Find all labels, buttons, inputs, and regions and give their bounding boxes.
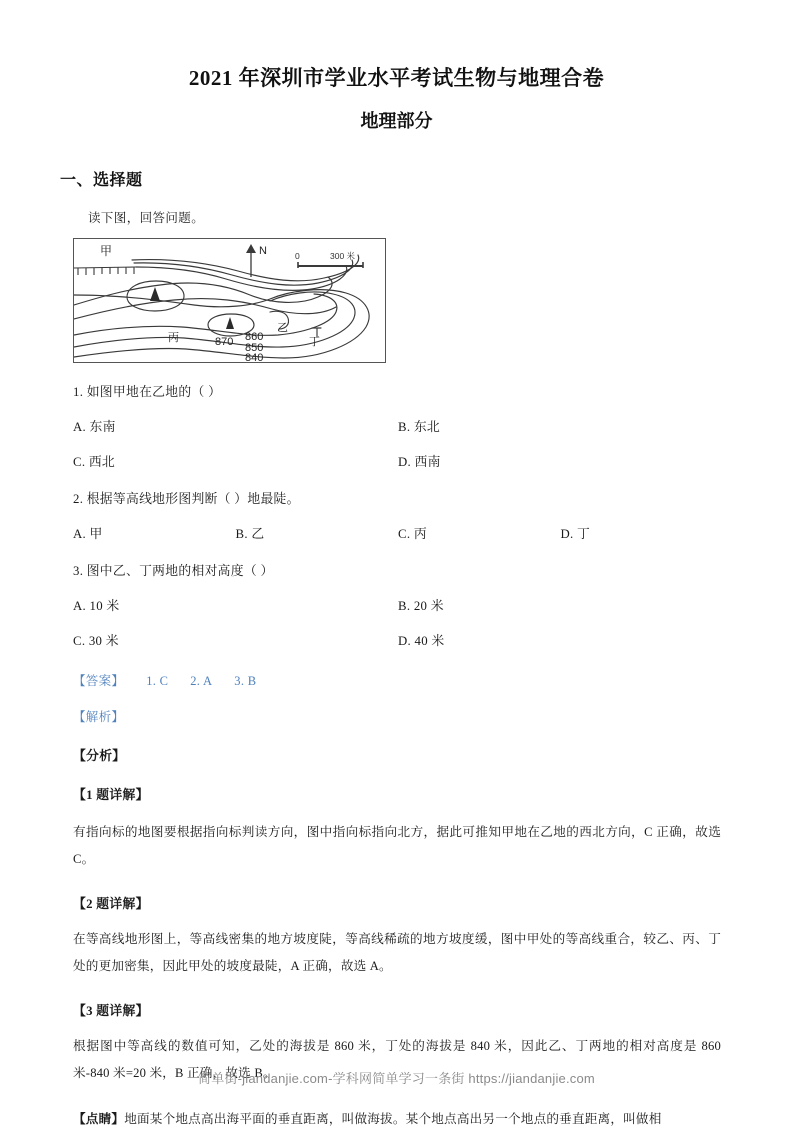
question-2-option-c[interactable]: C. 丙 (398, 526, 427, 541)
page-title: 2021 年深圳市学业水平考试生物与地理合卷 (188, 66, 605, 90)
question-1-option-b[interactable]: B. 东北 (398, 419, 441, 434)
detail-2-text: 在等高线地形图上，等高线密集的地方坡度陡，等高线稀疏的地方坡度缓，图中甲处的等高线重合，较乙、丙、丁处的更加密集，因此甲处的坡度最陡，A 正确，故选 A。 (73, 931, 721, 973)
contour-label-850: 850 (245, 341, 264, 354)
keypoint-label: 【点睛】 (73, 1111, 125, 1126)
question-1-options-row-1 (73, 416, 723, 435)
contour-label-860: 860 (245, 330, 264, 343)
question-2-option-b[interactable]: B. 乙 (235, 526, 265, 541)
answer-item-2: 2. A (190, 673, 213, 688)
map-label-yi: 乙 (277, 321, 288, 334)
section-heading: 一、选择题 (60, 171, 143, 189)
question-3-options-row-2 (73, 630, 723, 649)
detail-1-tag: 【1 题详解】 (73, 787, 149, 802)
contour-label-870: 870 (215, 335, 234, 348)
detail-2-tag: 【2 题详解】 (73, 896, 149, 911)
lead-in-text: 读下图，回答问题。 (88, 210, 205, 225)
answer-label: 【答案】 (73, 673, 125, 688)
question-1-option-a[interactable]: A. 东南 (73, 419, 116, 434)
scale-end-label: 300 米 (330, 250, 356, 261)
detail-3-tag: 【3 题详解】 (73, 1003, 149, 1018)
keypoint-text: 地面某个地点高出海平面的垂直距离，叫做海拔。某个地点高出另一个地点的垂直距离，叫做相 (124, 1111, 662, 1126)
question-2-options-row (73, 523, 723, 542)
footer-watermark: 简单街-jiandanjie.com-学科网简单学习一条街 https://jiandanjie.com (198, 1071, 595, 1086)
question-1-option-d[interactable]: D. 西南 (398, 454, 441, 469)
cliff-hatch-icon (74, 267, 136, 275)
question-3-stem: 3. 图中乙、丁两地的相对高度（ ） (73, 563, 274, 578)
question-3-options-row-1 (73, 595, 723, 614)
map-label-ding: 丁 (309, 335, 320, 348)
contour-map-graphic (74, 239, 385, 362)
question-2-option-d[interactable]: D. 丁 (560, 526, 591, 541)
north-arrow-icon (246, 244, 267, 277)
detail-3-text: 根据图中等高线的数值可知，乙处的海拔是 860 米，丁处的海拔是 840 米，因此乙、丁两地的相对高度是 860 米-840 米=20 米，B 正确，故选 B。 (73, 1038, 721, 1080)
svg-text:N: N (259, 244, 267, 257)
detail-1-text: 有指向标的地图要根据指向标判读方向，图中指向标指向北方，据此可推知甲地在乙地的西北方向，C 正确，故选 C。 (73, 824, 721, 866)
question-2 (73, 488, 723, 542)
map-label-jia: 甲 (100, 243, 113, 258)
answer-item-1: 1. C (146, 673, 169, 688)
question-3 (73, 560, 723, 649)
analysis-label: 【解析】 (73, 709, 125, 724)
question-1-options-row-2 (73, 451, 723, 470)
question-3-option-b[interactable]: B. 20 米 (398, 598, 444, 613)
summit-marker-icon (150, 287, 234, 329)
question-1-stem: 1. 如图甲地在乙地的（ ） (73, 384, 222, 399)
question-1-option-c[interactable]: C. 西北 (73, 454, 116, 469)
question-3-option-c[interactable]: C. 30 米 (73, 633, 119, 648)
contour-map (73, 238, 386, 363)
scale-start-label: 0 (295, 250, 300, 261)
question-1 (73, 381, 723, 470)
question-3-option-a[interactable]: A. 10 米 (73, 598, 120, 613)
answer-line (73, 671, 793, 689)
page-subtitle: 地理部分 (360, 111, 433, 132)
question-3-option-d[interactable]: D. 40 米 (398, 633, 445, 648)
question-2-option-a[interactable]: A. 甲 (73, 526, 103, 541)
map-label-bing: 丙 (168, 331, 179, 344)
contour-label-840: 840 (245, 351, 264, 362)
scale-bar-icon (295, 251, 363, 268)
figure-container (73, 238, 386, 363)
overview-label: 【分析】 (73, 748, 126, 763)
question-2-stem: 2. 根据等高线地形图判断（ ）地最陡。 (73, 491, 300, 506)
answer-item-3: 3. B (234, 673, 257, 688)
keypoint-line (73, 1107, 725, 1132)
